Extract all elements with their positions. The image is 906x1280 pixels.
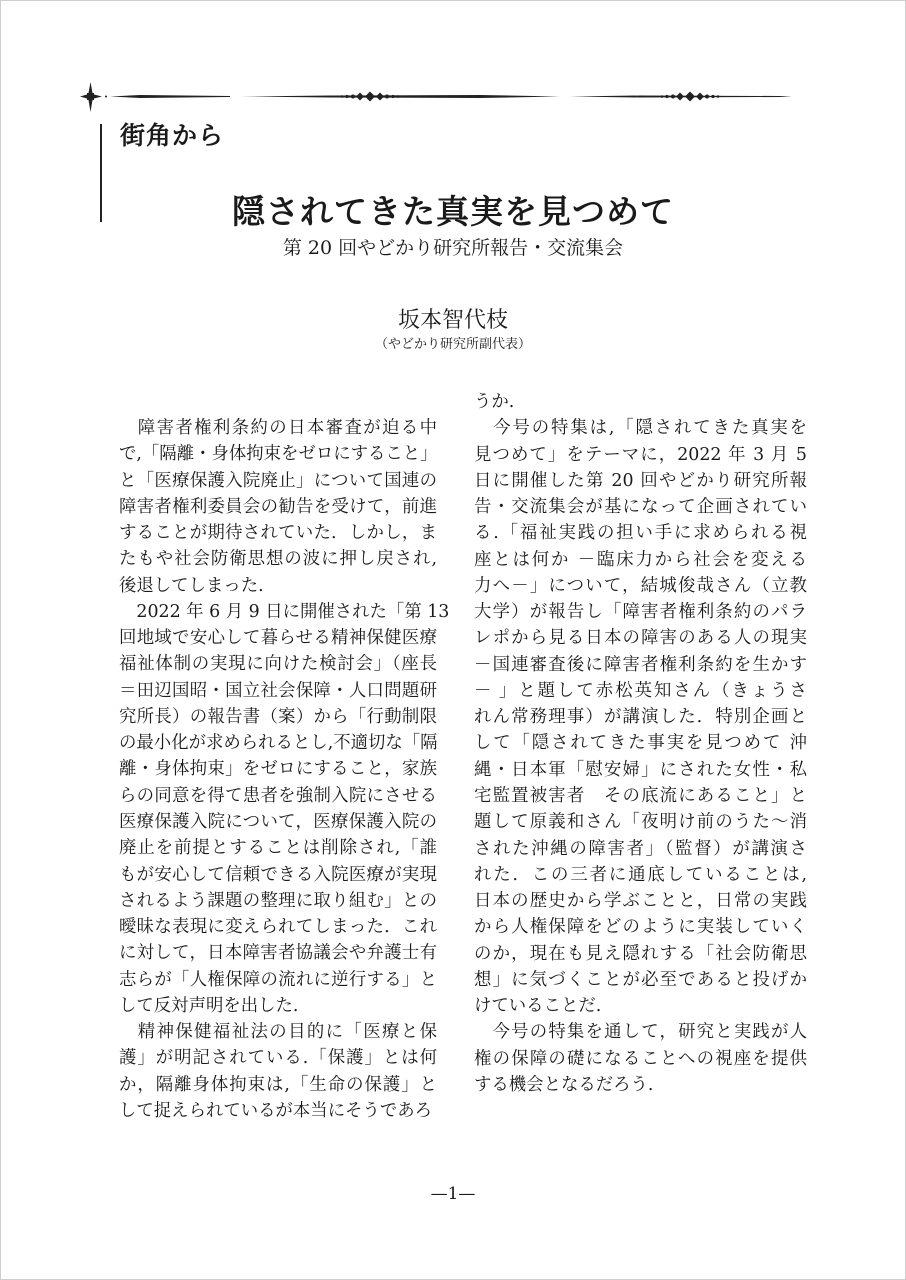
text-line: か，隔離身体拘束は,「生命の保護」と	[119, 1074, 437, 1095]
text-line: 今号の特集を通して，研究と実践が人	[474, 1022, 807, 1043]
text-line: して反対声明を出した.	[119, 995, 299, 1016]
text-line: れた．この三者に通底していることは,	[474, 864, 807, 885]
text-line: から人権保障をどのように実装していく	[474, 917, 807, 938]
article-subtitle: 第 20 回やどかり研究所報告・交流集会	[282, 237, 624, 259]
text-line: 日本の歴史から学ぶことと，日常の実践	[474, 891, 807, 912]
text-line: うか.	[474, 392, 515, 412]
text-line: された沖縄の障害者」（監督）が講演さ	[474, 838, 807, 859]
text-line: 志らが「人権保障の流れに逆行する」と	[119, 969, 437, 990]
text-line: 福祉体制の実現に向けた検討会」（座長	[119, 654, 437, 675]
text-line: に対して，日本障害者協議会や弁護士有	[119, 943, 437, 964]
text-line: 精神保健福祉法の目的に「医療と保	[119, 1022, 437, 1043]
text-line: － 」と題して赤松英知さん（きょうさ	[474, 680, 807, 701]
text-line: 大学）が報告し「障害者権利条約のパラ	[474, 602, 807, 623]
right-column	[474, 389, 807, 1098]
text-line: 見つめて」をテーマに，2022 年 3 月 5	[474, 444, 807, 465]
section-label: 街角から	[120, 121, 225, 150]
text-line: 障害者権利委員会の勧告を受けて，前進	[119, 496, 437, 517]
text-line: 後退してしまった.	[119, 575, 264, 596]
author-name: 坂本智代枝	[397, 308, 508, 333]
text-line: 今号の特集は,「隠されてきた真実を	[474, 418, 807, 439]
paragraph	[474, 415, 807, 1019]
text-line: けていることだ.	[474, 996, 602, 1017]
text-line: 告・交流集会が基になって企画されてい	[474, 497, 807, 518]
paragraph	[474, 389, 807, 415]
text-line: 護」が明記されている.「保護」とは何	[119, 1048, 437, 1069]
text-line: －国連審査後に障害者権利条約を生かす	[474, 654, 807, 675]
text-line: 力へ－」について，結城俊哉さん（立教	[474, 575, 807, 596]
article-title: 隠されてきた真実を見つめて	[232, 192, 674, 231]
text-line: する機会となるだろう.	[474, 1074, 654, 1095]
text-line: 廃止を前提とすることは削除され,「誰	[119, 838, 437, 859]
paragraph	[119, 1019, 437, 1124]
page-number: —1—	[430, 1184, 476, 1204]
text-line: 題して原義和さん「夜明け前のうた～消	[474, 812, 807, 833]
left-column	[119, 415, 450, 1124]
text-line: らの同意を得て患者を強制入院にさせる	[119, 785, 437, 806]
text-line: たもや社会防衛思想の波に押し戻され,	[119, 549, 437, 570]
text-line: されるよう課題の整理に取り組む」との	[119, 890, 437, 911]
text-line: 座とは何か －臨床力から社会を変える	[474, 549, 807, 570]
text-line: と「医療保護入院廃止」について国連の	[119, 470, 437, 491]
text-line: 縄・日本軍「慰安婦」にされた女性・私	[474, 759, 807, 780]
text-line: 回地域で安心して暮らせる精神保健医療	[119, 628, 437, 649]
text-line: 権の保障の礎になることへの視座を提供	[474, 1048, 807, 1069]
paragraph	[119, 599, 450, 1019]
ornamental-rule-icon	[80, 82, 800, 112]
text-line: る.「福祉実践の担い手に求められる視	[474, 523, 807, 544]
text-line: して捉えられているが本当にそうであろ	[119, 1100, 433, 1121]
text-line: 2022 年 6 月 9 日に開催された「第 13	[119, 601, 450, 622]
text-line: ＝田辺国昭・国立社会保障・人口問題研	[119, 680, 437, 701]
text-line: 医療保護入院について，医療保護入院の	[119, 811, 437, 832]
text-line: して「隠されてきた事実を見つめて 沖	[474, 733, 807, 754]
text-line: 曖昧な表現に変えられてしまった．これ	[119, 917, 437, 938]
text-line: 離・身体拘束」をゼロにすること，家族	[119, 759, 437, 780]
text-line: のか，現在も見え隠れする「社会防衛思	[474, 943, 807, 964]
text-line: 日に開催した第 20 回やどかり研究所報	[474, 470, 807, 491]
text-line: レポから見る日本の障害のある人の現実	[474, 628, 807, 649]
paragraph	[474, 1019, 807, 1098]
text-line: もが安心して信頼できる入院医療が実現	[119, 864, 437, 885]
text-line: 宅監置被害者 その底流にあること」と	[474, 785, 807, 806]
text-line: の最小化が求められるとし,不適切な「隔	[119, 733, 438, 754]
author-affiliation: （やどかり研究所副代表）	[374, 337, 531, 352]
text-line: で,「隔離・身体拘束をゼロにすること」	[119, 444, 438, 465]
text-line: 究所長）の報告書（案）から「行動制限	[119, 706, 437, 727]
text-line: 障害者権利条約の日本審査が迫る中	[119, 418, 437, 438]
text-line: 想」に気づくことが必至であると投げか	[474, 969, 807, 990]
text-line: することが期待されていた．しかし，ま	[119, 523, 437, 544]
text-line: れん常務理事）が講演した．特別企画と	[474, 707, 807, 728]
paragraph	[119, 415, 437, 599]
